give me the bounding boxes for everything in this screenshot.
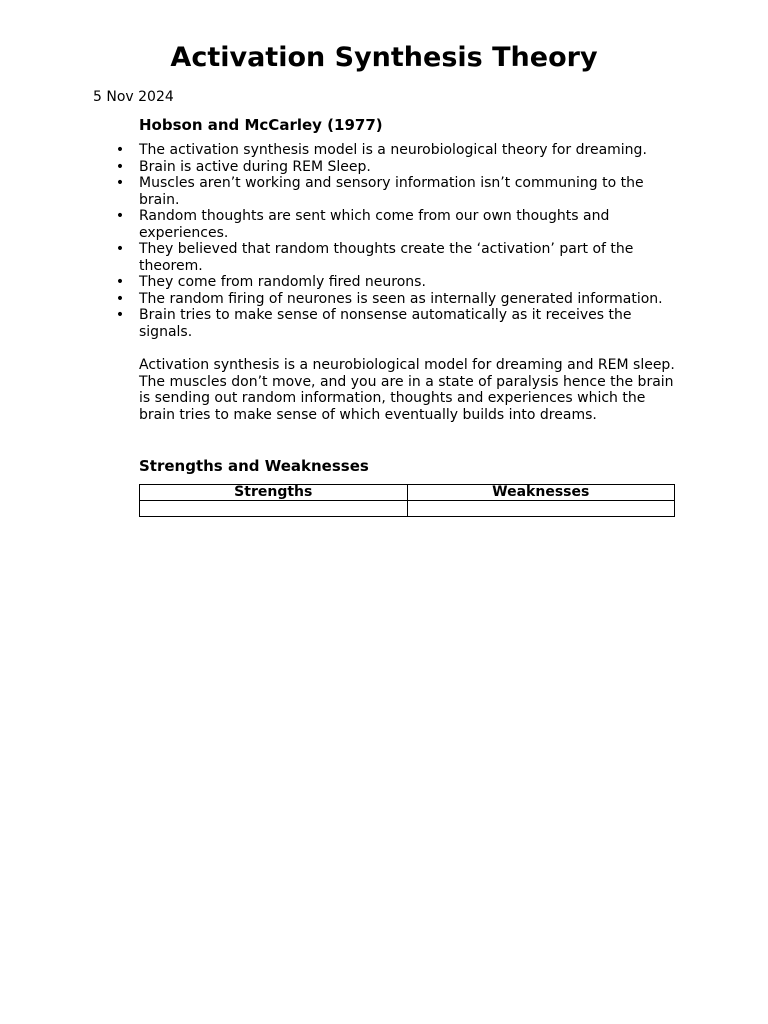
table-cell-weaknesses[interactable]	[407, 501, 675, 517]
bullet-icon: •	[115, 208, 125, 224]
bullet-icon: •	[115, 175, 125, 191]
table-row	[140, 501, 675, 517]
bullet-icon: •	[115, 290, 125, 307]
table-header-row	[140, 485, 675, 501]
strengths-weaknesses-table	[139, 484, 675, 517]
list-item-text: The random firing of neurones is seen as internally generated information.	[139, 290, 663, 307]
column-header-weaknesses: Weaknesses	[407, 485, 675, 501]
bullet-icon: •	[115, 274, 125, 290]
list-item	[115, 307, 679, 340]
column-header-strengths: Strengths	[140, 485, 408, 501]
list-item	[115, 241, 679, 274]
list-item-text: Brain is active during REM Sleep.	[139, 158, 371, 175]
list-item-text: Muscles aren’t working and sensory information isn’t communing to the brain.	[139, 175, 644, 208]
list-item-text: They come from randomly fired neurons.	[139, 274, 426, 290]
list-item	[115, 142, 679, 159]
list-item-text: Brain tries to make sense of nonsense automatically as it receives the signals.	[139, 307, 632, 340]
document-date: 5 Nov 2024	[93, 89, 174, 105]
section-heading-researchers: Hobson and McCarley (1977)	[139, 116, 383, 134]
document-title: Activation Synthesis Theory	[170, 42, 598, 73]
table-cell-strengths[interactable]	[140, 501, 408, 517]
bullet-list	[115, 142, 679, 340]
list-item-text: The activation synthesis model is a neurobiological theory for dreaming.	[139, 142, 647, 158]
list-item	[115, 158, 679, 176]
list-item	[115, 274, 679, 291]
section-heading-strengths-weaknesses: Strengths and Weaknesses	[139, 457, 369, 475]
bullet-icon: •	[115, 241, 125, 257]
list-item	[115, 290, 679, 308]
list-item	[115, 208, 679, 241]
bullet-icon: •	[115, 142, 125, 158]
summary-paragraph: Activation synthesis is a neurobiological model for dreaming and REM sleep. The muscles don’t move, and you are in a state of paralysis hence the brain is sending out random information, thoughts and experiences which the brain tries to make sense of which eventually builds into dreams.	[139, 357, 675, 423]
list-item	[115, 175, 679, 208]
list-item-text: Random thoughts are sent which come from our own thoughts and experiences.	[139, 208, 610, 241]
bullet-icon: •	[115, 158, 125, 175]
bullet-icon: •	[115, 307, 125, 323]
list-item-text: They believed that random thoughts create the ‘activation’ part of the theorem.	[139, 241, 634, 274]
